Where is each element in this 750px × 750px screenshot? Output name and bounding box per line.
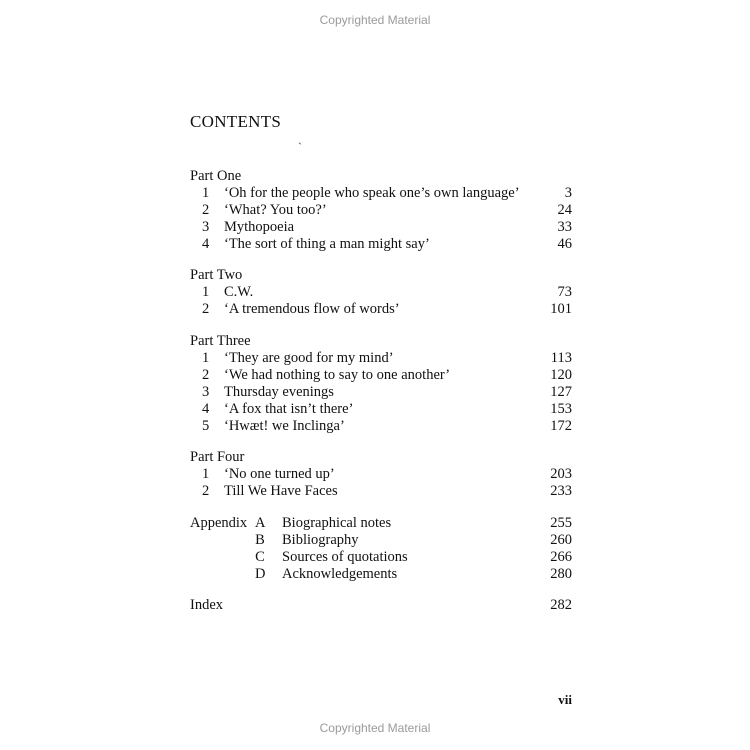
page-number: 255	[550, 515, 572, 531]
chapter-title: ‘What? You too?’	[224, 202, 327, 218]
chapter-number: 1	[202, 350, 210, 366]
watermark-bottom: Copyrighted Material	[319, 721, 431, 735]
part-four-heading	[190, 449, 572, 466]
appendix-entry	[190, 549, 572, 566]
toc-entry	[190, 483, 572, 500]
chapter-number: 2	[202, 483, 210, 499]
chapter-title: ‘A tremendous flow of words’	[224, 301, 400, 317]
chapter-number: 1	[202, 185, 210, 201]
page-number: 46	[557, 236, 572, 252]
chapter-number: 1	[202, 466, 210, 482]
page-number: 282	[550, 597, 572, 613]
appendix-letter: B	[255, 532, 265, 548]
part-one-heading	[190, 168, 572, 185]
appendix-entry	[190, 532, 572, 549]
chapter-number: 3	[202, 219, 210, 235]
page-number: 280	[550, 566, 572, 582]
index-entry	[190, 597, 572, 614]
page-number: 73	[557, 284, 572, 300]
toc-entry	[190, 219, 572, 236]
chapter-number: 2	[202, 202, 210, 218]
page-number: 153	[550, 401, 572, 417]
chapter-number: 2	[202, 367, 210, 383]
chapter-title: C.W.	[224, 284, 254, 300]
appendix-entry	[190, 515, 572, 532]
stray-mark: `	[298, 140, 302, 154]
page-number: 3	[564, 185, 572, 201]
chapter-title: ‘No one turned up’	[224, 466, 335, 482]
toc-entry	[190, 350, 572, 367]
chapter-title: ‘Oh for the people who speak one’s own language’	[224, 185, 520, 201]
chapter-title: Till We Have Faces	[224, 483, 338, 499]
chapter-title: ‘We had nothing to say to one another’	[224, 367, 451, 383]
toc-entry	[190, 466, 572, 483]
part-three-heading	[190, 333, 572, 350]
toc-entry	[190, 202, 572, 219]
appendix-title: Acknowledgements	[282, 566, 398, 582]
chapter-title: Thursday evenings	[224, 384, 334, 400]
toc-entry	[190, 185, 572, 202]
toc-entry	[190, 284, 572, 301]
appendix-title: Biographical notes	[282, 515, 392, 531]
chapter-number: 1	[202, 284, 210, 300]
chapter-number: 5	[202, 418, 210, 434]
chapter-number: 4	[202, 401, 210, 417]
toc-entry	[190, 418, 572, 435]
page-number: 172	[550, 418, 572, 434]
appendix-label: Appendix	[190, 515, 248, 531]
toc-entry	[190, 367, 572, 384]
chapter-title: Mythopoeia	[224, 219, 295, 235]
page-number: 127	[550, 384, 572, 400]
page-number: 120	[550, 367, 572, 383]
chapter-title: ‘Hwæt! we Inclinga’	[224, 418, 345, 434]
page-number: 33	[557, 219, 572, 235]
toc-entry	[190, 401, 572, 418]
page-title: CONTENTS	[190, 112, 282, 131]
appendix-title: Bibliography	[282, 532, 359, 548]
toc-entry	[190, 236, 572, 253]
chapter-title: ‘A fox that isn’t there’	[224, 401, 354, 417]
part-label: Part One	[190, 168, 242, 184]
toc-entry	[190, 301, 572, 318]
page-number: 203	[550, 466, 572, 482]
chapter-title: ‘They are good for my mind’	[224, 350, 394, 366]
appendix-letter: C	[255, 549, 265, 565]
chapter-number: 4	[202, 236, 210, 252]
folio-page-number: vii	[558, 692, 572, 707]
appendix-title: Sources of quotations	[282, 549, 408, 565]
page-number: 24	[557, 202, 572, 218]
toc-entry	[190, 384, 572, 401]
chapter-number: 3	[202, 384, 210, 400]
index-label: Index	[190, 597, 224, 613]
page-number: 233	[550, 483, 572, 499]
part-label: Part Four	[190, 449, 245, 465]
appendix-letter: A	[255, 515, 266, 531]
part-label: Part Three	[190, 333, 251, 349]
page-number: 260	[550, 532, 572, 548]
watermark-top: Copyrighted Material	[319, 13, 431, 27]
chapter-number: 2	[202, 301, 210, 317]
appendix-letter: D	[255, 566, 266, 582]
page-number: 266	[550, 549, 572, 565]
part-label: Part Two	[190, 267, 243, 283]
part-two-heading	[190, 267, 572, 284]
page-number: 101	[550, 301, 572, 317]
chapter-title: ‘The sort of thing a man might say’	[224, 236, 430, 252]
appendix-entry	[190, 566, 572, 583]
page-number: 113	[550, 350, 572, 366]
